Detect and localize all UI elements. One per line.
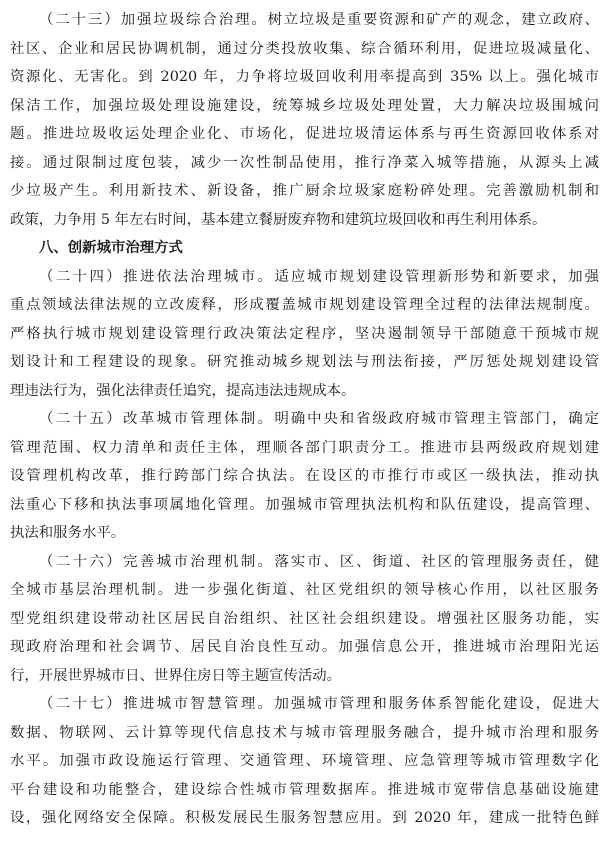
paragraph-line: 少垃圾产生。利用新技术、新设备，推广厨余垃圾家庭粉碎处理。完善激励机制和: [10, 183, 599, 199]
section-heading: 八、创新城市治理方式: [39, 240, 183, 256]
paragraph-line: 题。推进垃圾收运处理企业化、市场化，促进垃圾清运体系与再生资源回收体系对: [10, 126, 599, 142]
paragraph-line: 划设计和工程建设的现象。研究推动城乡规划法与刑法衔接，严厉惩处规划建设管: [10, 354, 599, 370]
clause-text: 加强城市管理和服务体系智能化建设，促进大: [274, 696, 599, 712]
paragraph-line: 管理范围、权力清单和责任主体，理顺各部门职责分工。推进市县两级政府规划建: [10, 439, 599, 456]
paragraph-line: 接。通过限制过度包装，减少一次性制品使用，推行净菜入城等措施，从源头上减: [10, 154, 599, 171]
clause-text: 明确中央和省级政府城市管理主管部门，确定: [274, 411, 599, 427]
paragraph-line: 执法和服务水平。: [10, 525, 126, 541]
clause-text: 适应城市规划建设管理新形势和新要求，加强: [274, 268, 599, 285]
paragraph-line: 设，强化网络安全保障。积极发展民生服务智慧应用。到 2020 年，建成一批特色鲜: [10, 810, 599, 826]
clause-lead: （二十七）推进城市智慧管理。: [39, 696, 275, 712]
paragraph-line: [10, 263, 599, 292]
paragraph-line: [10, 690, 599, 719]
paragraph-line: 行，开展世界城市日、世界住房日等主题宣传活动。: [10, 667, 341, 684]
paragraph-line: 数据、物联网、云计算等现代信息技术与城市管理服务融合，提升城市治理和服务: [10, 724, 599, 741]
paragraph-line: 严格执行城市规划建设管理行政决策法定程序，坚决遏制领导干部随意干预城市规: [10, 325, 599, 342]
clause-lead: （二十五）改革城市管理体制。: [39, 411, 275, 427]
paragraph-line: 重点领域法律法规的立改废释，形成覆盖城市规划建设管理全过程的法律法规制度。: [10, 297, 599, 313]
paragraph-line: 政策，力争用 5 年左右时间，基本建立餐厨废弃物和建筑垃圾回收和再生利用体系。: [10, 211, 547, 228]
paragraph-line: [10, 6, 599, 35]
paragraph-line: 法重心下移和执法事项属地化管理。加强城市管理执法机构和队伍建设，提高管理、: [10, 496, 599, 513]
paragraph-line: 现政府治理和社会调节、居民自治良性互动。加强信息公开，推进城市治理阳光运: [10, 639, 599, 655]
clause-lead: （二十四）推进依法治理城市。: [39, 268, 275, 285]
paragraph-line: [10, 548, 599, 577]
paragraph-23: [10, 6, 599, 234]
paragraph-line: 资源化、无害化。到 2020 年，力争将垃圾回收利用率提高到 35% 以上。强化城市: [10, 69, 599, 85]
clause-text: 落实市、区、街道、社区的管理服务责任，健: [274, 553, 599, 570]
paragraph-24: [10, 263, 599, 406]
paragraph-line: 型党组织建设带动社区居民自治组织、社区社会组织建设。增强社区服务功能，实: [10, 610, 599, 627]
paragraph-line: 保洁工作，加强垃圾处理设施建设，统筹城乡垃圾处理处置，大力解决垃圾围城问: [10, 97, 599, 114]
paragraph-line: 社区、企业和居民协调机制，通过分类投放收集、综合循环利用，促进垃圾减量化、: [10, 40, 599, 57]
paragraph-line: 平台建设和功能整合，建设综合性城市管理数据库。推进城市宽带信息基础设施建: [10, 781, 599, 798]
paragraph-line: 全城市基层治理机制。进一步强化街道、社区党组织的领导核心作用，以社区服务: [10, 582, 599, 598]
paragraph-line: 设管理机构改革，推行跨部门综合执法。在设区的市推行市或区一级执法，推动执: [10, 468, 599, 484]
paragraph-26: [10, 548, 599, 691]
paragraph-27: [10, 690, 599, 833]
paragraph-line: 理违法行为，强化法律责任追究，提高违法违规成本。: [10, 382, 356, 399]
clause-lead: （二十六）完善城市治理机制。: [39, 553, 275, 570]
paragraph-line: 水平。加强市政设施运行管理、交通管理、环境管理、应急管理等城市管理数字化: [10, 753, 599, 769]
paragraph-line: [10, 405, 599, 434]
clause-text: 树立垃圾是重要资源和矿产的观念，建立政府、: [267, 12, 599, 28]
clause-lead: （二十三）加强垃圾综合治理。: [39, 12, 268, 28]
paragraph-25: [10, 405, 599, 548]
